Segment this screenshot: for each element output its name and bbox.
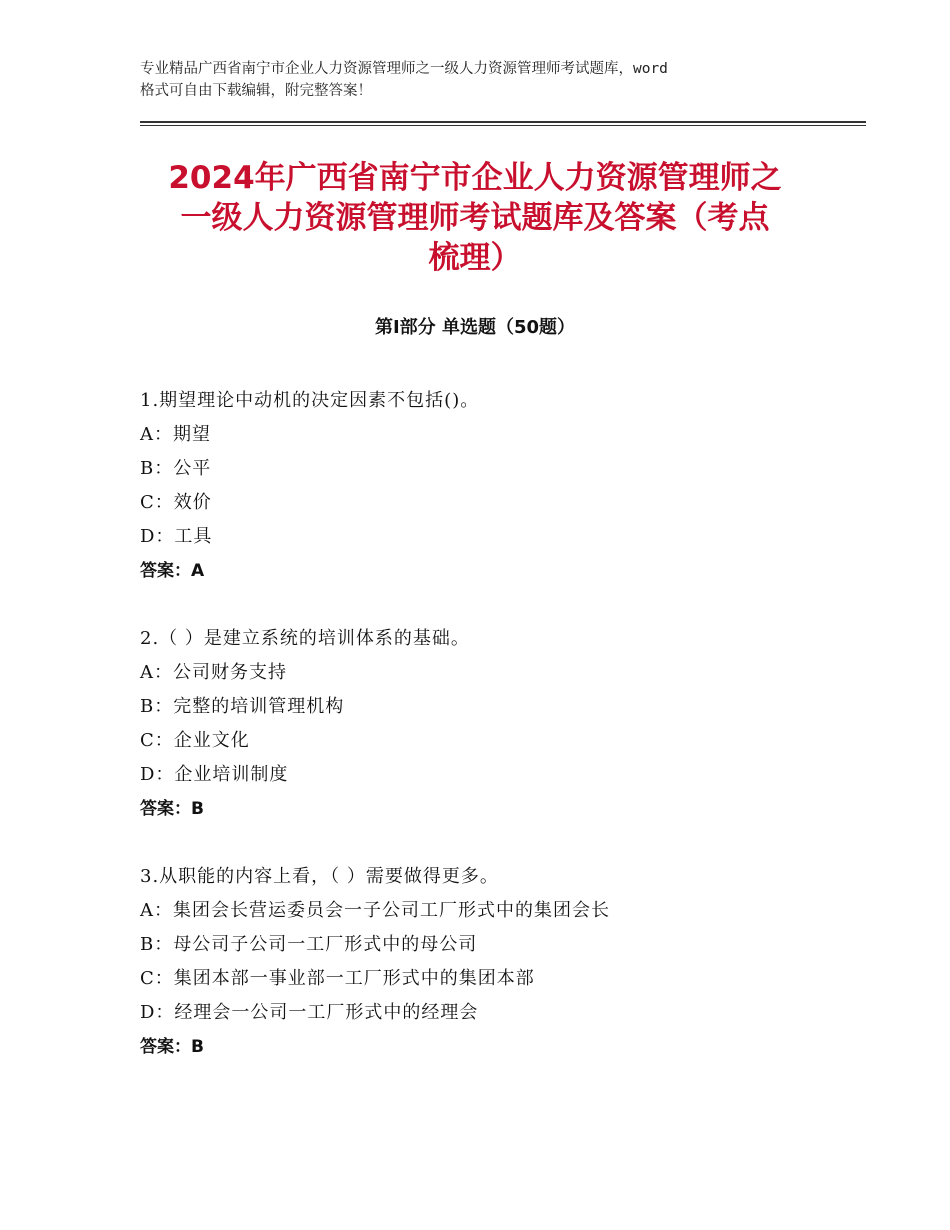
header-note-line-1: 专业精品广西省南宁市企业人力资源管理师之一级人力资源管理师考试题库，word (140, 61, 668, 77)
question-3 (140, 860, 840, 1064)
option-d: D：经理会一公司一工厂形式中的经理会 (140, 1002, 479, 1023)
document-title-line-1: 2024年广西省南宁市企业人力资源管理师之 (168, 160, 782, 196)
option-b: B：母公司子公司一工厂形式中的母公司 (140, 934, 478, 955)
question-stem: 2.（ ）是建立系统的培训体系的基础。 (140, 628, 470, 649)
option-a: A：公司财务支持 (140, 662, 287, 683)
option-c: C：集团本部一事业部一工厂形式中的集团本部 (140, 968, 535, 989)
question-stem: 1.期望理论中动机的决定因素不包括()。 (140, 390, 480, 411)
question-list (140, 384, 840, 1098)
option-c: C：效价 (140, 492, 212, 513)
header-divider-thin (140, 125, 866, 126)
header-divider (140, 121, 866, 123)
option-b: B：公平 (140, 458, 212, 479)
header-note-line-2: 格式可自由下载编辑，附完整答案！ (140, 83, 372, 99)
answer: 答案：B (140, 799, 204, 819)
header-note (140, 58, 830, 102)
option-d: D：企业培训制度 (140, 764, 289, 785)
document-title-line-3: 梳理） (428, 240, 522, 276)
answer: 答案：B (140, 1037, 204, 1057)
question-stem: 3.从职能的内容上看，（ ）需要做得更多。 (140, 866, 499, 887)
section-title: 第Ⅰ部分 单选题（50题） (374, 317, 575, 338)
question-2 (140, 622, 840, 826)
question-1 (140, 384, 840, 588)
option-d: D：工具 (140, 526, 213, 547)
option-c: C：企业文化 (140, 730, 250, 751)
option-a: A：期望 (140, 424, 211, 445)
answer: 答案：A (140, 561, 205, 581)
option-a: A：集团会长营运委员会一子公司工厂形式中的集团会长 (140, 900, 610, 921)
document-title (120, 158, 830, 278)
document-title-line-2: 一级人力资源管理师考试题库及答案（考点 (180, 200, 770, 236)
option-b: B：完整的培训管理机构 (140, 696, 345, 717)
